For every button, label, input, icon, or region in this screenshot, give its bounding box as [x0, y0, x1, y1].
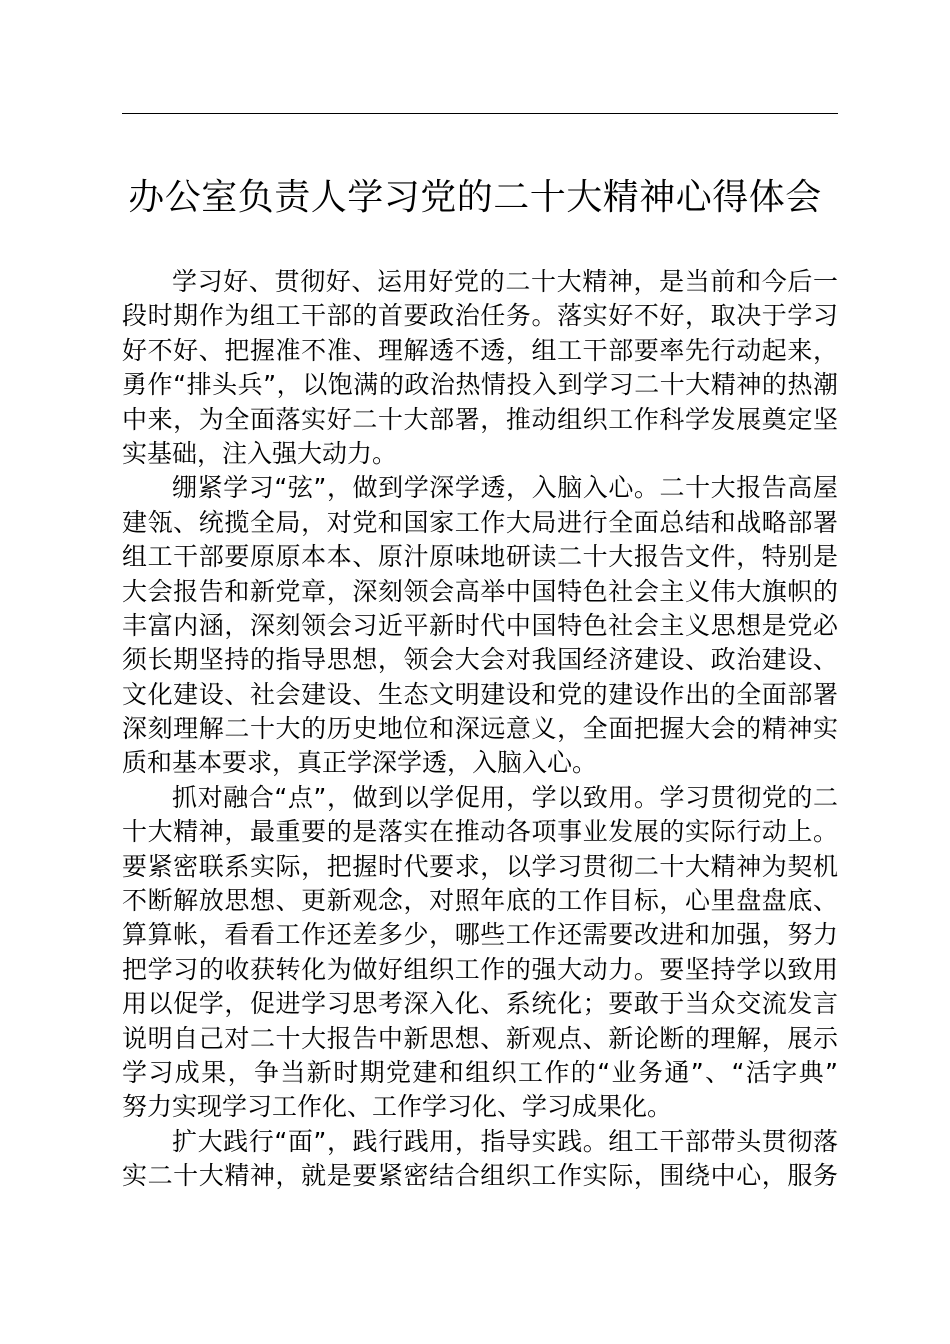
text-line: 要紧密联系实际，把握时代要求，以学习贯彻二十大精神为契机 [122, 851, 838, 881]
text-line: 实基础，注入强大动力。 [122, 438, 398, 468]
text-line: 扩大践行“面”，践行践用，指导实践。组工干部带头贯彻落 [172, 1126, 838, 1156]
text-line: 努力实现学习工作化、工作学习化、学习成果化。 [122, 1092, 673, 1122]
text-line: 文化建设、社会建设、生态文明建设和党的建设作出的全面部署 [122, 679, 838, 709]
text-line: 段时期作为组工干部的首要政治任务。落实好不好，取决于学习 [122, 301, 838, 331]
text-line: 中来，为全面落实好二十大部署，推动组织工作科学发展奠定坚 [122, 404, 838, 434]
text-line: 丰富内涵，深刻领会习近平新时代中国特色社会主义思想是党必 [122, 610, 838, 640]
text-line: 用以促学，促进学习思考深入化、系统化；要敢于当众交流发言 [122, 989, 838, 1019]
text-line: 须长期坚持的指导思想，领会大会对我国经济建设、政治建设、 [122, 645, 838, 675]
text-line: 实二十大精神，就是要紧密结合组织工作实际，围绕中心，服务 [122, 1161, 838, 1191]
paragraph-1 [122, 265, 838, 471]
text-line: 勇作“排头兵”，以饱满的政治热情投入到学习二十大精神的热潮 [122, 370, 838, 400]
paragraph-4 [122, 1125, 838, 1194]
text-line: 建瓴、统揽全局，对党和国家工作大局进行全面总结和战略部署 [122, 507, 838, 537]
text-line: 深刻理解二十大的历史地位和深远意义，全面把握大会的精神实 [122, 714, 838, 744]
text-line: 把学习的收获转化为做好组织工作的强大动力。要坚持学以致用 [122, 954, 838, 984]
text-line: 算算帐，看看工作还差多少，哪些工作还需要改进和加强，努力 [122, 920, 838, 950]
text-line: 不断解放思想、更新观念，对照年底的工作目标，心里盘盘底、 [122, 886, 838, 916]
paragraph-2 [122, 471, 838, 781]
text-line: 绷紧学习“弦”，做到学深学透，入脑入心。二十大报告高屋 [172, 473, 838, 503]
text-line: 十大精神，最重要的是落实在推动各项事业发展的实际行动上。 [122, 817, 838, 847]
text-line: 好不好、把握准不准、理解透不透，组工干部要率先行动起来， [122, 335, 838, 365]
text-line: 学习成果，争当新时期党建和组织工作的“业务通”、“活字典” [122, 1057, 838, 1087]
text-line: 组工干部要原原本本、原汁原味地研读二十大报告文件，特别是 [122, 542, 838, 572]
text-line: 抓对融合“点”，做到以学促用，学以致用。学习贯彻党的二 [172, 782, 838, 812]
text-line: 大会报告和新党章，深刻领会高举中国特色社会主义伟大旗帜的 [122, 576, 838, 606]
header-rule [122, 113, 838, 114]
text-line: 说明自己对二十大报告中新思想、新观点、新论断的理解，展示 [122, 1023, 838, 1053]
paragraph-3 [122, 781, 838, 1125]
text-line: 学习好、贯彻好、运用好党的二十大精神，是当前和今后一 [172, 267, 838, 296]
document-body [122, 265, 838, 1194]
document-title: 办公室负责人学习党的二十大精神心得体会 [128, 177, 822, 218]
text-line: 质和基本要求，真正学深学透，入脑入心。 [122, 748, 598, 778]
